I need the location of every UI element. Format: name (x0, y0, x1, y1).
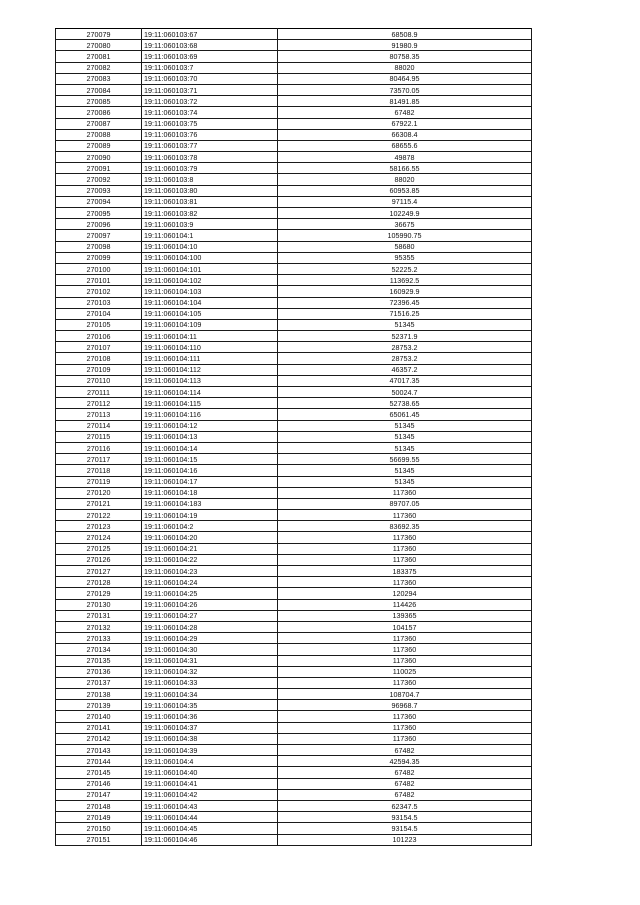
table-row (56, 733, 532, 744)
cadastral-number-cell: 19:11:060104:32 (142, 666, 278, 677)
cadastral-number-cell: 19:11:060104:18 (142, 487, 278, 498)
cadastral-number-cell: 19:11:060104:114 (142, 387, 278, 398)
table-row (56, 745, 532, 756)
table-row (56, 823, 532, 834)
row-number-cell: 270089 (56, 140, 142, 151)
cadastral-number-cell: 19:11:060104:23 (142, 566, 278, 577)
value-cell: 67922.1 (278, 118, 532, 129)
table-row (56, 29, 532, 40)
value-cell: 108704.7 (278, 689, 532, 700)
cadastral-number-cell: 19:11:060104:44 (142, 812, 278, 823)
value-cell: 117360 (278, 733, 532, 744)
row-number-cell: 270114 (56, 420, 142, 431)
row-number-cell: 270117 (56, 454, 142, 465)
cadastral-number-cell: 19:11:060104:46 (142, 834, 278, 845)
table-row (56, 677, 532, 688)
row-number-cell: 270150 (56, 823, 142, 834)
row-number-cell: 270132 (56, 621, 142, 632)
value-cell: 67482 (278, 745, 532, 756)
row-number-cell: 270082 (56, 62, 142, 73)
table-row (56, 252, 532, 263)
cadastral-number-cell: 19:11:060104:115 (142, 398, 278, 409)
value-cell: 36675 (278, 219, 532, 230)
value-cell: 93154.5 (278, 823, 532, 834)
row-number-cell: 270108 (56, 353, 142, 364)
table-row (56, 387, 532, 398)
cadastral-number-cell: 19:11:060104:35 (142, 700, 278, 711)
cadastral-number-cell: 19:11:060104:103 (142, 286, 278, 297)
row-number-cell: 270121 (56, 498, 142, 509)
table-row (56, 834, 532, 845)
table-row (56, 241, 532, 252)
value-cell: 51345 (278, 465, 532, 476)
value-cell: 67482 (278, 107, 532, 118)
table-row (56, 566, 532, 577)
table-row (56, 398, 532, 409)
row-number-cell: 270139 (56, 700, 142, 711)
row-number-cell: 270110 (56, 375, 142, 386)
row-number-cell: 270095 (56, 208, 142, 219)
row-number-cell: 270096 (56, 219, 142, 230)
cadastral-number-cell: 19:11:060103:74 (142, 107, 278, 118)
cadastral-number-cell: 19:11:060104:100 (142, 252, 278, 263)
table-body (56, 29, 532, 846)
row-number-cell: 270151 (56, 834, 142, 845)
value-cell: 58680 (278, 241, 532, 252)
table-row (56, 666, 532, 677)
row-number-cell: 270087 (56, 118, 142, 129)
value-cell: 72396.45 (278, 297, 532, 308)
table-row (56, 543, 532, 554)
cadastral-number-cell: 19:11:060103:7 (142, 62, 278, 73)
table-row (56, 375, 532, 386)
cadastral-number-cell: 19:11:060104:37 (142, 722, 278, 733)
value-cell: 67482 (278, 789, 532, 800)
cadastral-number-cell: 19:11:060104:113 (142, 375, 278, 386)
row-number-cell: 270106 (56, 331, 142, 342)
cadastral-number-cell: 19:11:060103:70 (142, 73, 278, 84)
value-cell: 89707.05 (278, 498, 532, 509)
cadastral-number-cell: 19:11:060104:110 (142, 342, 278, 353)
cadastral-number-cell: 19:11:060104:43 (142, 800, 278, 811)
table-row (56, 465, 532, 476)
cadastral-number-cell: 19:11:060104:105 (142, 308, 278, 319)
row-number-cell: 270080 (56, 40, 142, 51)
row-number-cell: 270104 (56, 308, 142, 319)
row-number-cell: 270084 (56, 84, 142, 95)
row-number-cell: 270124 (56, 532, 142, 543)
row-number-cell: 270119 (56, 476, 142, 487)
value-cell: 56699.55 (278, 454, 532, 465)
cadastral-number-cell: 19:11:060103:68 (142, 40, 278, 51)
value-cell: 93154.5 (278, 812, 532, 823)
cadastral-number-cell: 19:11:060104:13 (142, 431, 278, 442)
table-row (56, 454, 532, 465)
value-cell: 62347.5 (278, 800, 532, 811)
value-cell: 47017.35 (278, 375, 532, 386)
value-cell: 51345 (278, 442, 532, 453)
row-number-cell: 270115 (56, 431, 142, 442)
table-row (56, 129, 532, 140)
row-number-cell: 270102 (56, 286, 142, 297)
table-row (56, 297, 532, 308)
value-cell: 80758.35 (278, 51, 532, 62)
cadastral-number-cell: 19:11:060104:14 (142, 442, 278, 453)
row-number-cell: 270085 (56, 96, 142, 107)
value-cell: 68655.6 (278, 140, 532, 151)
cadastral-number-cell: 19:11:060103:75 (142, 118, 278, 129)
cadastral-number-cell: 19:11:060104:29 (142, 633, 278, 644)
cadastral-number-cell: 19:11:060104:20 (142, 532, 278, 543)
value-cell: 117360 (278, 554, 532, 565)
value-cell: 97115.4 (278, 196, 532, 207)
value-cell: 88020 (278, 174, 532, 185)
cadastral-number-cell: 19:11:060103:79 (142, 163, 278, 174)
value-cell: 52738.65 (278, 398, 532, 409)
value-cell: 160929.9 (278, 286, 532, 297)
row-number-cell: 270109 (56, 364, 142, 375)
cadastral-number-cell: 19:11:060104:38 (142, 733, 278, 744)
value-cell: 28753.2 (278, 342, 532, 353)
cadastral-number-cell: 19:11:060104:31 (142, 655, 278, 666)
table-row (56, 767, 532, 778)
cadastral-number-cell: 19:11:060104:42 (142, 789, 278, 800)
row-number-cell: 270127 (56, 566, 142, 577)
row-number-cell: 270098 (56, 241, 142, 252)
cadastral-number-cell: 19:11:060104:34 (142, 689, 278, 700)
table-row (56, 812, 532, 823)
table-row (56, 498, 532, 509)
row-number-cell: 270128 (56, 577, 142, 588)
row-number-cell: 270142 (56, 733, 142, 744)
row-number-cell: 270129 (56, 588, 142, 599)
value-cell: 104157 (278, 621, 532, 632)
cadastral-number-cell: 19:11:060104:27 (142, 610, 278, 621)
table-row (56, 689, 532, 700)
value-cell: 52225.2 (278, 263, 532, 274)
value-cell: 68508.9 (278, 29, 532, 40)
row-number-cell: 270088 (56, 129, 142, 140)
value-cell: 50024.7 (278, 387, 532, 398)
cadastral-number-cell: 19:11:060103:69 (142, 51, 278, 62)
cadastral-number-cell: 19:11:060104:45 (142, 823, 278, 834)
table-row (56, 431, 532, 442)
row-number-cell: 270147 (56, 789, 142, 800)
value-cell: 117360 (278, 510, 532, 521)
table-row (56, 588, 532, 599)
table-row (56, 219, 532, 230)
value-cell: 120294 (278, 588, 532, 599)
table-row (56, 84, 532, 95)
table-row (56, 140, 532, 151)
cadastral-number-cell: 19:11:060104:25 (142, 588, 278, 599)
row-number-cell: 270133 (56, 633, 142, 644)
cadastral-number-cell: 19:11:060104:39 (142, 745, 278, 756)
value-cell: 183375 (278, 566, 532, 577)
table-row (56, 196, 532, 207)
row-number-cell: 270143 (56, 745, 142, 756)
value-cell: 65061.45 (278, 409, 532, 420)
cadastral-value-table (55, 28, 532, 846)
table-row (56, 800, 532, 811)
table-row (56, 353, 532, 364)
table-row (56, 96, 532, 107)
cadastral-number-cell: 19:11:060103:82 (142, 208, 278, 219)
cadastral-number-cell: 19:11:060104:4 (142, 756, 278, 767)
cadastral-number-cell: 19:11:060104:116 (142, 409, 278, 420)
cadastral-number-cell: 19:11:060104:36 (142, 711, 278, 722)
cadastral-number-cell: 19:11:060103:78 (142, 152, 278, 163)
table-row (56, 510, 532, 521)
row-number-cell: 270118 (56, 465, 142, 476)
row-number-cell: 270101 (56, 275, 142, 286)
cadastral-number-cell: 19:11:060104:12 (142, 420, 278, 431)
table-row (56, 174, 532, 185)
table-row (56, 73, 532, 84)
table-row (56, 599, 532, 610)
value-cell: 60953.85 (278, 185, 532, 196)
value-cell: 51345 (278, 476, 532, 487)
cadastral-number-cell: 19:11:060104:101 (142, 263, 278, 274)
cadastral-number-cell: 19:11:060104:2 (142, 521, 278, 532)
table-row (56, 621, 532, 632)
cadastral-number-cell: 19:11:060104:30 (142, 644, 278, 655)
cadastral-number-cell: 19:11:060104:26 (142, 599, 278, 610)
table-row (56, 610, 532, 621)
row-number-cell: 270111 (56, 387, 142, 398)
cadastral-number-cell: 19:11:060104:10 (142, 241, 278, 252)
value-cell: 117360 (278, 487, 532, 498)
value-cell: 28753.2 (278, 353, 532, 364)
row-number-cell: 270090 (56, 152, 142, 163)
value-cell: 49878 (278, 152, 532, 163)
row-number-cell: 270141 (56, 722, 142, 733)
table-row (56, 40, 532, 51)
table-row (56, 487, 532, 498)
row-number-cell: 270092 (56, 174, 142, 185)
row-number-cell: 270125 (56, 543, 142, 554)
row-number-cell: 270116 (56, 442, 142, 453)
cadastral-number-cell: 19:11:060104:15 (142, 454, 278, 465)
cadastral-number-cell: 19:11:060103:77 (142, 140, 278, 151)
table-row (56, 263, 532, 274)
cadastral-number-cell: 19:11:060104:19 (142, 510, 278, 521)
cadastral-number-cell: 19:11:060104:109 (142, 319, 278, 330)
value-cell: 117360 (278, 677, 532, 688)
table-row (56, 532, 532, 543)
row-number-cell: 270086 (56, 107, 142, 118)
table-row (56, 789, 532, 800)
table-row (56, 331, 532, 342)
cadastral-number-cell: 19:11:060103:76 (142, 129, 278, 140)
value-cell: 67482 (278, 778, 532, 789)
table-row (56, 521, 532, 532)
table-row (56, 476, 532, 487)
value-cell: 81491.85 (278, 96, 532, 107)
cadastral-number-cell: 19:11:060104:11 (142, 331, 278, 342)
table-row (56, 756, 532, 767)
value-cell: 117360 (278, 577, 532, 588)
value-cell: 42594.35 (278, 756, 532, 767)
row-number-cell: 270093 (56, 185, 142, 196)
row-number-cell: 270120 (56, 487, 142, 498)
value-cell: 110025 (278, 666, 532, 677)
row-number-cell: 270083 (56, 73, 142, 84)
row-number-cell: 270107 (56, 342, 142, 353)
cadastral-number-cell: 19:11:060104:112 (142, 364, 278, 375)
value-cell: 46357.2 (278, 364, 532, 375)
cadastral-number-cell: 19:11:060104:1 (142, 230, 278, 241)
cadastral-number-cell: 19:11:060103:67 (142, 29, 278, 40)
value-cell: 117360 (278, 633, 532, 644)
cadastral-number-cell: 19:11:060103:81 (142, 196, 278, 207)
row-number-cell: 270149 (56, 812, 142, 823)
row-number-cell: 270137 (56, 677, 142, 688)
table-row (56, 633, 532, 644)
table-row (56, 655, 532, 666)
row-number-cell: 270105 (56, 319, 142, 330)
row-number-cell: 270138 (56, 689, 142, 700)
value-cell: 73570.05 (278, 84, 532, 95)
table-row (56, 722, 532, 733)
row-number-cell: 270135 (56, 655, 142, 666)
value-cell: 139365 (278, 610, 532, 621)
value-cell: 51345 (278, 319, 532, 330)
row-number-cell: 270146 (56, 778, 142, 789)
cadastral-number-cell: 19:11:060104:21 (142, 543, 278, 554)
value-cell: 117360 (278, 655, 532, 666)
value-cell: 101223 (278, 834, 532, 845)
table-row (56, 342, 532, 353)
value-cell: 117360 (278, 722, 532, 733)
cadastral-number-cell: 19:11:060103:72 (142, 96, 278, 107)
row-number-cell: 270079 (56, 29, 142, 40)
cadastral-number-cell: 19:11:060104:111 (142, 353, 278, 364)
row-number-cell: 270144 (56, 756, 142, 767)
value-cell: 102249.9 (278, 208, 532, 219)
table-row (56, 62, 532, 73)
cadastral-number-cell: 19:11:060104:17 (142, 476, 278, 487)
table-row (56, 420, 532, 431)
table-row (56, 364, 532, 375)
row-number-cell: 270130 (56, 599, 142, 610)
cadastral-number-cell: 19:11:060103:9 (142, 219, 278, 230)
cadastral-number-cell: 19:11:060103:80 (142, 185, 278, 196)
value-cell: 83692.35 (278, 521, 532, 532)
row-number-cell: 270100 (56, 263, 142, 274)
value-cell: 71516.25 (278, 308, 532, 319)
row-number-cell: 270140 (56, 711, 142, 722)
row-number-cell: 270131 (56, 610, 142, 621)
table-row (56, 163, 532, 174)
row-number-cell: 270145 (56, 767, 142, 778)
table-row (56, 711, 532, 722)
table-row (56, 442, 532, 453)
row-number-cell: 270091 (56, 163, 142, 174)
value-cell: 80464.95 (278, 73, 532, 84)
table-row (56, 275, 532, 286)
value-cell: 58166.55 (278, 163, 532, 174)
row-number-cell: 270112 (56, 398, 142, 409)
row-number-cell: 270099 (56, 252, 142, 263)
table-row (56, 409, 532, 420)
table-row (56, 577, 532, 588)
value-cell: 91980.9 (278, 40, 532, 51)
table-row (56, 778, 532, 789)
value-cell: 51345 (278, 420, 532, 431)
value-cell: 96968.7 (278, 700, 532, 711)
cadastral-number-cell: 19:11:060104:104 (142, 297, 278, 308)
table-row (56, 700, 532, 711)
row-number-cell: 270122 (56, 510, 142, 521)
table-row (56, 554, 532, 565)
value-cell: 117360 (278, 532, 532, 543)
cadastral-number-cell: 19:11:060103:71 (142, 84, 278, 95)
table-row (56, 319, 532, 330)
value-cell: 117360 (278, 711, 532, 722)
row-number-cell: 270126 (56, 554, 142, 565)
value-cell: 51345 (278, 431, 532, 442)
row-number-cell: 270148 (56, 800, 142, 811)
row-number-cell: 270103 (56, 297, 142, 308)
row-number-cell: 270094 (56, 196, 142, 207)
value-cell: 117360 (278, 644, 532, 655)
row-number-cell: 270097 (56, 230, 142, 241)
table-row (56, 230, 532, 241)
table-row (56, 208, 532, 219)
table-row (56, 308, 532, 319)
value-cell: 95355 (278, 252, 532, 263)
cadastral-number-cell: 19:11:060104:183 (142, 498, 278, 509)
value-cell: 105990.75 (278, 230, 532, 241)
table-row (56, 644, 532, 655)
row-number-cell: 270123 (56, 521, 142, 532)
cadastral-number-cell: 19:11:060104:40 (142, 767, 278, 778)
cadastral-number-cell: 19:11:060104:16 (142, 465, 278, 476)
value-cell: 52371.9 (278, 331, 532, 342)
table-row (56, 51, 532, 62)
cadastral-number-cell: 19:11:060104:24 (142, 577, 278, 588)
cadastral-number-cell: 19:11:060104:33 (142, 677, 278, 688)
value-cell: 113692.5 (278, 275, 532, 286)
table-row (56, 118, 532, 129)
value-cell: 117360 (278, 543, 532, 554)
cadastral-number-cell: 19:11:060104:28 (142, 621, 278, 632)
cadastral-number-cell: 19:11:060103:8 (142, 174, 278, 185)
row-number-cell: 270134 (56, 644, 142, 655)
value-cell: 114426 (278, 599, 532, 610)
value-cell: 66308.4 (278, 129, 532, 140)
cadastral-number-cell: 19:11:060104:22 (142, 554, 278, 565)
value-cell: 67482 (278, 767, 532, 778)
row-number-cell: 270081 (56, 51, 142, 62)
value-cell: 88020 (278, 62, 532, 73)
cadastral-number-cell: 19:11:060104:41 (142, 778, 278, 789)
row-number-cell: 270136 (56, 666, 142, 677)
table-row (56, 286, 532, 297)
row-number-cell: 270113 (56, 409, 142, 420)
table-row (56, 107, 532, 118)
table-row (56, 152, 532, 163)
cadastral-number-cell: 19:11:060104:102 (142, 275, 278, 286)
table-row (56, 185, 532, 196)
